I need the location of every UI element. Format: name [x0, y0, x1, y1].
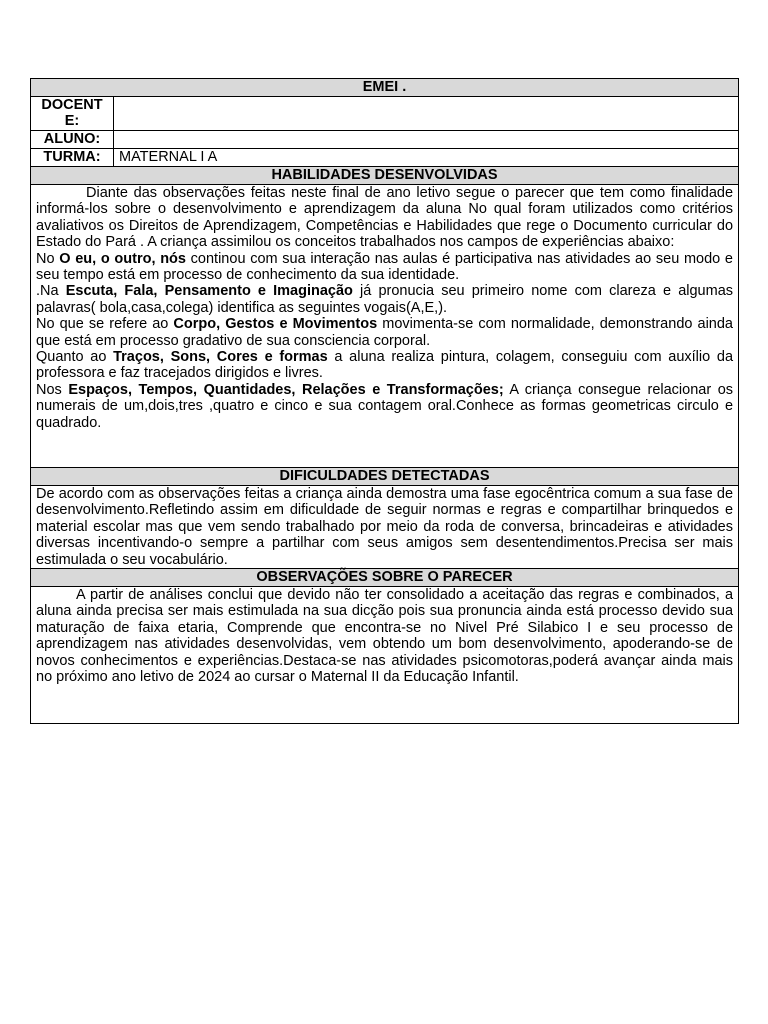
observacoes-text: [31, 587, 739, 724]
dificuldades-body-row: [31, 486, 739, 569]
habilidades-body-row: [31, 185, 739, 468]
aluno-value: [114, 131, 739, 149]
campo-experiencia-title: Traços, Sons, Cores e formas: [113, 349, 328, 366]
habilidades-intro: Diante das observações feitas neste final de ano letivo segue o parecer que tem como finalidade informá-los sobre o desenvolvimento e aprendizagem da aluna No qual foram utilizados como critérios avaliativos os Direitos de Aprendizagem, Competências e Habilidades que rege o Documento curricular do Estado do Pará . A criança assimilou os conceitos trabalhados nos campos de experiências abaixo:: [36, 185, 734, 251]
observacoes-body-row: [31, 587, 739, 724]
school-header-row: [31, 79, 739, 97]
school-title: EMEI .: [31, 79, 739, 97]
item-prefix: Quanto ao: [36, 349, 114, 366]
habilidades-title: HABILIDADES DESENVOLVIDAS: [31, 167, 739, 185]
item-prefix: .Na: [36, 283, 66, 300]
campo-experiencia-title: Corpo, Gestos e Movimentos: [173, 316, 378, 333]
observacoes-title: OBSERVAÇÕES SOBRE O PARECER: [31, 569, 739, 587]
item-text: A criança consegue relacionar os numerais de um,dois,tres ,quatro e cinco e sua contagem oral.Conhece as formas geometricas circulo e quadrado.: [36, 381, 734, 431]
habilidades-item: [36, 382, 733, 431]
habilidades-item: [36, 316, 733, 349]
habilidades-item: [36, 283, 733, 316]
dificuldades-paragraph: De acordo com as observações feitas a criança ainda demostra uma fase egocêntrica comum a sua fase de desenvolvimento.Refletindo assim em dificuldade de seguir normas e regras e compartilhar brinquedos e material escolar mas que vem sendo trabalhado por meio da roda de conversa, brincadeiras e atividades diversas incentivando-o sempre a partilhar com seus amigos sem desentendimentos.Precisa ser mais estimulada o seu vocabulário.: [36, 486, 734, 568]
campo-experiencia-title: Espaços, Tempos, Quantidades, Relações e Transformações;: [68, 381, 504, 398]
habilidades-item: [36, 251, 733, 284]
campo-experiencia-title: Escuta, Fala, Pensamento e Imaginação: [65, 283, 353, 300]
observacoes-paragraph: A partir de análises conclui que devido não ter consolidado a aceitação das regras e combinados, a aluna ainda precisa ser mais estimulada na sua dicção pois sua pronuncia ainda está processo devido sua maturação de faixa etaria, Comprende que encontra-se no Nivel Pré Silabico I e seu processo de aprendizagem nas atividades desenvolvidas, vem obtendo um bom desenvolvimento, apoderando-se de novos conhecimentos e experiências.Destaca-se nas atividades psicomotoras,poderá avançar ainda mais no próximo ano letivo de 2024 ao cursar o Maternal II da Educação Infantil.: [36, 587, 734, 686]
docente-value: [114, 97, 739, 131]
dificuldades-text: [31, 486, 739, 569]
turma-row: [31, 149, 739, 167]
habilidades-item: [36, 349, 733, 382]
item-text: a aluna realiza pintura, colagem, conseguiu com auxílio da professora e faz tracejados dirigidos e livres.: [36, 349, 734, 382]
observacoes-header-row: [31, 569, 739, 587]
dificuldades-header-row: [31, 468, 739, 486]
docente-label: DOCENT E:: [31, 97, 114, 131]
aluno-label: ALUNO:: [31, 131, 114, 149]
turma-label: TURMA:: [31, 149, 114, 167]
item-text: já pronucia seu primeiro nome com clareza e algumas palavras( bola,casa,colega) identifica as seguintes vogais(A,E,).: [36, 283, 734, 316]
parecer-document: [30, 78, 738, 724]
habilidades-header-row: [31, 167, 739, 185]
parecer-form-table: [30, 78, 739, 724]
docente-row: [31, 97, 739, 131]
item-text: continou com sua interação nas aulas é participativa nas atividades ao seu modo e seu tempo está em processo de conhecimento da sua identidade.: [36, 250, 734, 284]
item-prefix: Nos: [36, 381, 69, 398]
turma-value: MATERNAL I A: [114, 149, 739, 167]
habilidades-text: [31, 185, 739, 468]
item-prefix: No: [36, 250, 60, 267]
dificuldades-title: DIFICULDADES DETECTADAS: [31, 468, 739, 486]
aluno-row: [31, 131, 739, 149]
campo-experiencia-title: O eu, o outro, nós: [59, 250, 186, 267]
item-text: movimenta-se com normalidade, demonstrando ainda que está em processo gradativo de sua consciencia corporal.: [36, 316, 733, 349]
item-prefix: No que se refere ao: [36, 316, 174, 333]
